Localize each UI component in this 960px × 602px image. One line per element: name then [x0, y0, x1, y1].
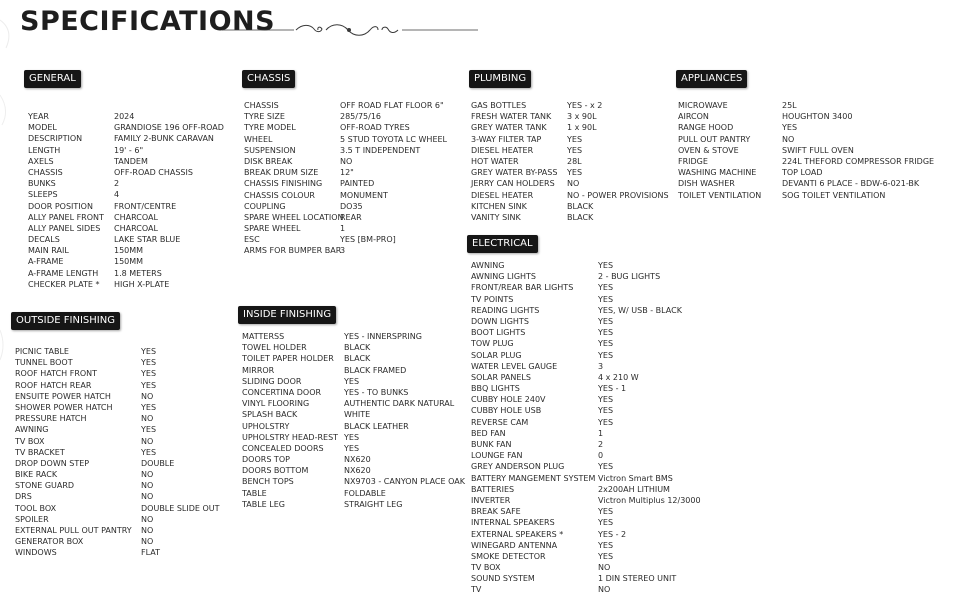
spec-value: NO — [598, 563, 611, 573]
spec-label: PRESSURE HATCH — [15, 414, 87, 424]
spec-label: RANGE HOOD — [678, 123, 734, 133]
spec-value: NX620 — [344, 455, 371, 465]
spec-value: NX9703 - CANYON PLACE OAK — [344, 477, 465, 487]
spec-value: YES [BM-PRO] — [340, 235, 396, 245]
spec-value: OFF-ROAD CHASSIS — [114, 167, 193, 177]
spec-label: TABLE — [242, 488, 267, 498]
spec-label: CHECKER PLATE * — [28, 279, 100, 289]
spec-value: BLACK — [567, 201, 594, 211]
page-title: SPECIFICATIONS — [20, 6, 276, 37]
spec-value: GRANDIOSE 196 OFF-ROAD — [114, 123, 224, 133]
spec-label: DISH WASHER — [678, 179, 735, 189]
spec-value: SWIFT FULL OVEN — [782, 145, 854, 155]
spec-label: TABLE LEG — [242, 499, 285, 509]
spec-label: ROOF HATCH FRONT — [15, 369, 98, 379]
spec-value: YES — [598, 507, 614, 517]
spec-label: BREAK DRUM SIZE — [244, 168, 319, 178]
spec-value: YES - 2 — [598, 529, 627, 539]
spec-value: YES — [344, 376, 360, 386]
spec-value: YES - INNERSPRING — [344, 332, 422, 341]
spec-value: YES, W/ USB - BLACK — [598, 305, 682, 315]
spec-label: UPHOLSTRY — [242, 421, 290, 431]
spec-value: NO — [141, 391, 154, 401]
spec-label: GAS BOTTLES — [471, 101, 527, 110]
spec-value: DEVANTI 6 PLACE - BDW-6-021-BK — [782, 179, 920, 189]
spec-value: YES — [598, 316, 614, 326]
spec-value: WHITE — [344, 410, 371, 420]
spec-label: COUPLING — [244, 201, 286, 211]
spec-label: AWNING LIGHTS — [471, 272, 537, 282]
spec-label: ALLY PANEL FRONT — [28, 212, 104, 222]
spec-label: EXTERNAL PULL OUT PANTRY — [15, 526, 132, 535]
spec-label: WHEEL — [244, 134, 273, 144]
spec-label: CHASSIS — [244, 101, 279, 110]
spec-value: YES — [567, 145, 583, 155]
spec-value: YES — [598, 395, 614, 405]
spec-label: DOORS TOP — [242, 455, 290, 465]
spec-value: YES — [141, 425, 157, 435]
spec-label: SPOILER — [15, 514, 49, 524]
spec-label: SOLAR PANELS — [471, 372, 531, 382]
spec-label: MICROWAVE — [678, 101, 728, 110]
spec-value: BLACK — [567, 212, 594, 222]
spec-label: WATER LEVEL GAUGE — [471, 361, 558, 371]
spec-label: BATTERIES — [471, 484, 515, 494]
spec-value: YES — [598, 417, 614, 427]
spec-value: FOLDABLE — [344, 488, 386, 498]
spec-value: YES — [598, 328, 614, 338]
spec-label: ENSUITE POWER HATCH — [15, 391, 111, 401]
spec-value: STRAIGHT LEG — [344, 499, 403, 509]
spec-label: LOUNGE FAN — [471, 451, 523, 461]
spec-label: ROOF HATCH REAR — [15, 380, 92, 390]
spec-label: UPHOLSTRY HEAD-REST — [242, 432, 339, 442]
spec-value: NO — [141, 492, 154, 502]
spec-label: WASHING MACHINE — [678, 168, 757, 178]
spec-label: TOILET PAPER HOLDER — [242, 354, 334, 364]
spec-label: SLIDING DOOR — [242, 376, 302, 386]
spec-label: CHASSIS FINISHING — [244, 179, 323, 189]
section-appliances — [676, 68, 935, 200]
spec-value: YES — [598, 261, 614, 270]
spec-label: BREAK SAFE — [471, 507, 521, 517]
spec-value: 0 — [598, 451, 604, 461]
spec-label: TOWEL HOLDER — [242, 343, 307, 353]
spec-label: SUSPENSION — [244, 145, 296, 155]
spec-label: TOILET VENTILATION — [678, 190, 762, 200]
spec-label: REVERSE CAM — [471, 417, 529, 427]
spec-label: A-FRAME LENGTH — [28, 268, 99, 278]
spec-value: 4 — [114, 190, 120, 200]
spec-value: NO — [782, 134, 795, 144]
spec-value: DOUBLE — [141, 458, 175, 468]
spec-value: NO — [567, 179, 580, 189]
spec-value: NO - POWER PROVISIONS — [567, 190, 669, 200]
spec-label: FRESH WATER TANK — [471, 112, 552, 122]
spec-label: TOW PLUG — [471, 339, 514, 349]
spec-value: NO — [141, 526, 154, 535]
section-general — [24, 68, 224, 289]
spec-value: YES - x 2 — [567, 101, 603, 110]
spec-label: INVERTER — [471, 495, 511, 505]
spec-value: 224L THEFORD COMPRESSOR FRIDGE — [782, 156, 935, 166]
spec-label: SPARE WHEEL — [244, 224, 301, 234]
section-heading: PLUMBING — [469, 70, 531, 88]
spec-label: BUNKS — [28, 179, 56, 189]
spec-value: 25L — [782, 101, 797, 110]
spec-value: HIGH X-PLATE — [114, 279, 170, 289]
spec-label: TUNNEL BOOT — [15, 358, 73, 368]
section-chassis — [242, 68, 448, 256]
spec-label: DECALS — [28, 235, 60, 245]
spec-value: 1 — [340, 224, 346, 234]
spec-value: YES — [598, 406, 614, 416]
spec-value: BLACK FRAMED — [344, 365, 407, 375]
spec-label: BIKE RACK — [15, 470, 58, 480]
spec-value: PAINTED — [340, 179, 375, 189]
spec-value: YES — [141, 380, 157, 390]
spec-label: MIRROR — [242, 365, 275, 375]
spec-label: TV BOX — [471, 563, 501, 573]
section-heading: GENERAL — [24, 70, 81, 88]
spec-label: TV POINTS — [471, 294, 514, 304]
spec-value: YES — [598, 339, 614, 349]
spec-label: GENERATOR BOX — [15, 537, 84, 547]
spec-value: NO — [141, 470, 154, 480]
spec-value: YES — [141, 402, 157, 412]
spec-label: AWNING — [15, 425, 49, 435]
spec-value: OFF ROAD FLAT FLOOR 6" — [340, 101, 444, 110]
spec-value: YES — [598, 540, 614, 550]
spec-label: KITCHEN SINK — [471, 201, 527, 211]
spec-label: CUBBY HOLE USB — [471, 406, 542, 416]
spec-value: NO — [141, 514, 154, 524]
spec-label: JERRY CAN HOLDERS — [471, 179, 555, 189]
spec-label: PICNIC TABLE — [15, 347, 69, 356]
spec-label: AIRCON — [678, 112, 709, 122]
spec-value: YES - 1 — [598, 384, 627, 394]
section-heading: INSIDE FINISHING — [238, 306, 336, 324]
spec-value: NO — [141, 537, 154, 547]
spec-value: YES — [567, 134, 583, 144]
spec-label: EXTERNAL SPEAKERS * — [471, 529, 564, 539]
spec-value: 3 x 90L — [567, 112, 597, 122]
spec-value: DOUBLE SLIDE OUT — [141, 503, 220, 513]
spec-value: 150MM — [114, 246, 144, 256]
spec-value: 3.5 T INDEPENDENT — [340, 145, 421, 155]
spec-label: SPARE WHEEL LOCATION — [244, 212, 344, 222]
spec-label: YEAR — [28, 112, 49, 121]
spec-value: 3 — [598, 361, 604, 371]
spec-value: YES — [567, 168, 583, 178]
spec-value: NO — [141, 414, 154, 424]
spec-value: 1 DIN STEREO UNIT — [598, 574, 677, 584]
spec-label: AXELS — [28, 156, 54, 166]
spec-label: READING LIGHTS — [471, 305, 540, 315]
spec-value: YES — [141, 358, 157, 368]
spec-value: YES — [782, 123, 798, 133]
spec-label: DRS — [15, 492, 32, 502]
spec-value: 1.8 METERS — [114, 268, 162, 278]
spec-value: OFF-ROAD TYRES — [340, 123, 410, 133]
spec-label: TYRE MODEL — [244, 123, 296, 133]
spec-label: DISK BREAK — [244, 156, 293, 166]
spec-value: DO35 — [340, 201, 363, 211]
spec-value: YES — [598, 551, 614, 561]
spec-value: BLACK LEATHER — [344, 421, 409, 431]
spec-label: CHASSIS — [28, 167, 63, 177]
spec-label: TV — [471, 585, 482, 595]
spec-label: SLEEPS — [28, 190, 58, 200]
title-divider-ornament-icon — [222, 22, 478, 38]
spec-label: VINYL FLOORING — [242, 399, 310, 409]
spec-value: YES — [344, 432, 360, 442]
section-electrical — [467, 233, 701, 595]
spec-value: AUTHENTIC DARK NATURAL — [344, 399, 455, 409]
spec-label: DOOR POSITION — [28, 201, 93, 211]
spec-value: YES — [598, 294, 614, 304]
spec-value: TOP LOAD — [782, 168, 823, 178]
spec-value: YES — [598, 283, 614, 293]
spec-label: MAIN RAIL — [28, 246, 69, 256]
spec-label: TYRE SIZE — [244, 112, 285, 122]
spec-label: DOWN LIGHTS — [471, 316, 529, 326]
spec-value: NX620 — [344, 466, 371, 476]
spec-label: WINEGARD ANTENNA — [471, 540, 558, 550]
spec-value: BLACK — [344, 343, 371, 353]
spec-label: STONE GUARD — [15, 481, 75, 491]
spec-value: NO — [141, 436, 154, 446]
spec-value: YES — [598, 350, 614, 360]
spec-value: YES — [344, 443, 360, 453]
section-outside-finishing — [11, 310, 220, 558]
spec-label: GREY WATER BY-PASS — [471, 168, 558, 178]
spec-value: YES — [598, 462, 614, 472]
spec-value: 285/75/16 — [340, 112, 382, 122]
spec-label: BBQ LIGHTS — [471, 384, 520, 394]
spec-value: 4 x 210 W — [598, 372, 639, 382]
spec-value: YES - TO BUNKS — [344, 387, 409, 397]
spec-label: AWNING — [471, 261, 505, 270]
spec-value: TANDEM — [114, 156, 148, 166]
spec-label: DESCRIPTION — [28, 134, 83, 144]
spec-label: ALLY PANEL SIDES — [28, 223, 101, 233]
spec-value: 2024 — [114, 112, 135, 121]
section-plumbing — [469, 68, 669, 222]
spec-value: CHARCOAL — [114, 223, 158, 233]
spec-value: 2 — [598, 440, 604, 449]
spec-label: SOLAR PLUG — [471, 350, 522, 360]
spec-label: WINDOWS — [15, 548, 57, 558]
spec-label: ESC — [244, 235, 260, 245]
spec-label: FRIDGE — [678, 156, 708, 166]
spec-value: YES — [141, 447, 157, 457]
section-heading: CHASSIS — [242, 70, 295, 88]
section-heading: OUTSIDE FINISHING — [11, 312, 120, 330]
spec-label: TOOL BOX — [15, 503, 57, 513]
spec-value: HOUGHTON 3400 — [782, 112, 853, 122]
spec-label: MATTERSS — [242, 332, 285, 341]
section-heading: APPLIANCES — [676, 70, 747, 88]
spec-label: TV BRACKET — [15, 447, 65, 457]
spec-label: SOUND SYSTEM — [471, 574, 535, 584]
spec-label: INTERNAL SPEAKERS — [471, 518, 555, 528]
spec-label: VANITY SINK — [471, 212, 521, 222]
spec-value: YES — [141, 369, 157, 379]
spec-label: FRONT/REAR BAR LIGHTS — [471, 283, 574, 293]
spec-label: SPLASH BACK — [242, 410, 298, 420]
section-inside-finishing — [238, 304, 465, 509]
spec-label: GREY ANDERSON PLUG — [471, 462, 565, 472]
spec-label: BUNK FAN — [471, 440, 512, 449]
spec-label: BED FAN — [471, 428, 506, 438]
spec-value: YES — [598, 518, 614, 528]
spec-value: 28L — [567, 156, 582, 166]
spec-label: BOOT LIGHTS — [471, 328, 526, 338]
spec-value: 2 — [114, 179, 120, 189]
spec-value: FLAT — [141, 548, 160, 558]
spec-value: FAMILY 2-BUNK CARAVAN — [114, 134, 214, 144]
spec-value: NO — [141, 481, 154, 491]
spec-label: SMOKE DETECTOR — [471, 551, 546, 561]
spec-label: ARMS FOR BUMPER BAR — [244, 246, 342, 256]
spec-label: DIESEL HEATER — [471, 190, 534, 200]
spec-value: NO — [340, 156, 353, 166]
spec-value: CHARCOAL — [114, 212, 158, 222]
spec-value: 2x200AH LITHIUM — [598, 484, 670, 494]
spec-label: BATTERY MANGEMENT SYSTEM — [471, 473, 596, 483]
spec-value: MONUMENT — [340, 190, 388, 200]
spec-label: DROP DOWN STEP — [15, 458, 90, 468]
spec-value: 1 — [598, 428, 604, 438]
spec-label: CONCEALED DOORS — [242, 443, 324, 453]
spec-value: YES — [141, 347, 157, 356]
spec-value: BLACK — [344, 354, 371, 364]
spec-label: MODEL — [28, 123, 57, 133]
spec-value: 1 x 90L — [567, 123, 597, 133]
spec-value: 19' - 6" — [114, 145, 144, 155]
spec-label: PULL OUT PANTRY — [678, 134, 751, 144]
spec-value: 5 STUD TOYOTA LC WHEEL — [340, 134, 448, 144]
spec-label: CONCERTINA DOOR — [242, 387, 322, 397]
spec-label: BENCH TOPS — [242, 477, 294, 487]
spec-label: DIESEL HEATER — [471, 145, 534, 155]
spec-value: 3 — [340, 246, 346, 256]
spec-label: HOT WATER — [471, 156, 519, 166]
spec-label: A-FRAME — [28, 257, 64, 267]
spec-label: DOORS BOTTOM — [242, 466, 309, 476]
spec-value: Victron Smart BMS — [598, 473, 673, 483]
spec-label: LENGTH — [28, 145, 61, 155]
spec-label: TV BOX — [15, 436, 45, 446]
section-heading: ELECTRICAL — [467, 235, 538, 253]
spec-value: 150MM — [114, 257, 144, 267]
spec-value: REAR — [340, 212, 362, 222]
spec-label: 3-WAY FILTER TAP — [471, 134, 542, 144]
spec-value: 12" — [340, 168, 354, 178]
spec-value: FRONT/CENTRE — [114, 201, 177, 211]
spec-value: LAKE STAR BLUE — [114, 235, 181, 245]
spec-label: GREY WATER TANK — [471, 123, 547, 133]
spec-value: NO — [598, 585, 611, 595]
spec-label: CHASSIS COLOUR — [244, 190, 315, 200]
spec-value: Victron Multiplus 12/3000 — [598, 495, 701, 505]
spec-label: OVEN & STOVE — [678, 145, 739, 155]
spec-label: SHOWER POWER HATCH — [15, 402, 113, 412]
spec-value: SOG TOILET VENTILATION — [782, 190, 886, 200]
spec-value: 2 - BUG LIGHTS — [598, 272, 661, 282]
spec-label: CUBBY HOLE 240V — [471, 395, 546, 405]
